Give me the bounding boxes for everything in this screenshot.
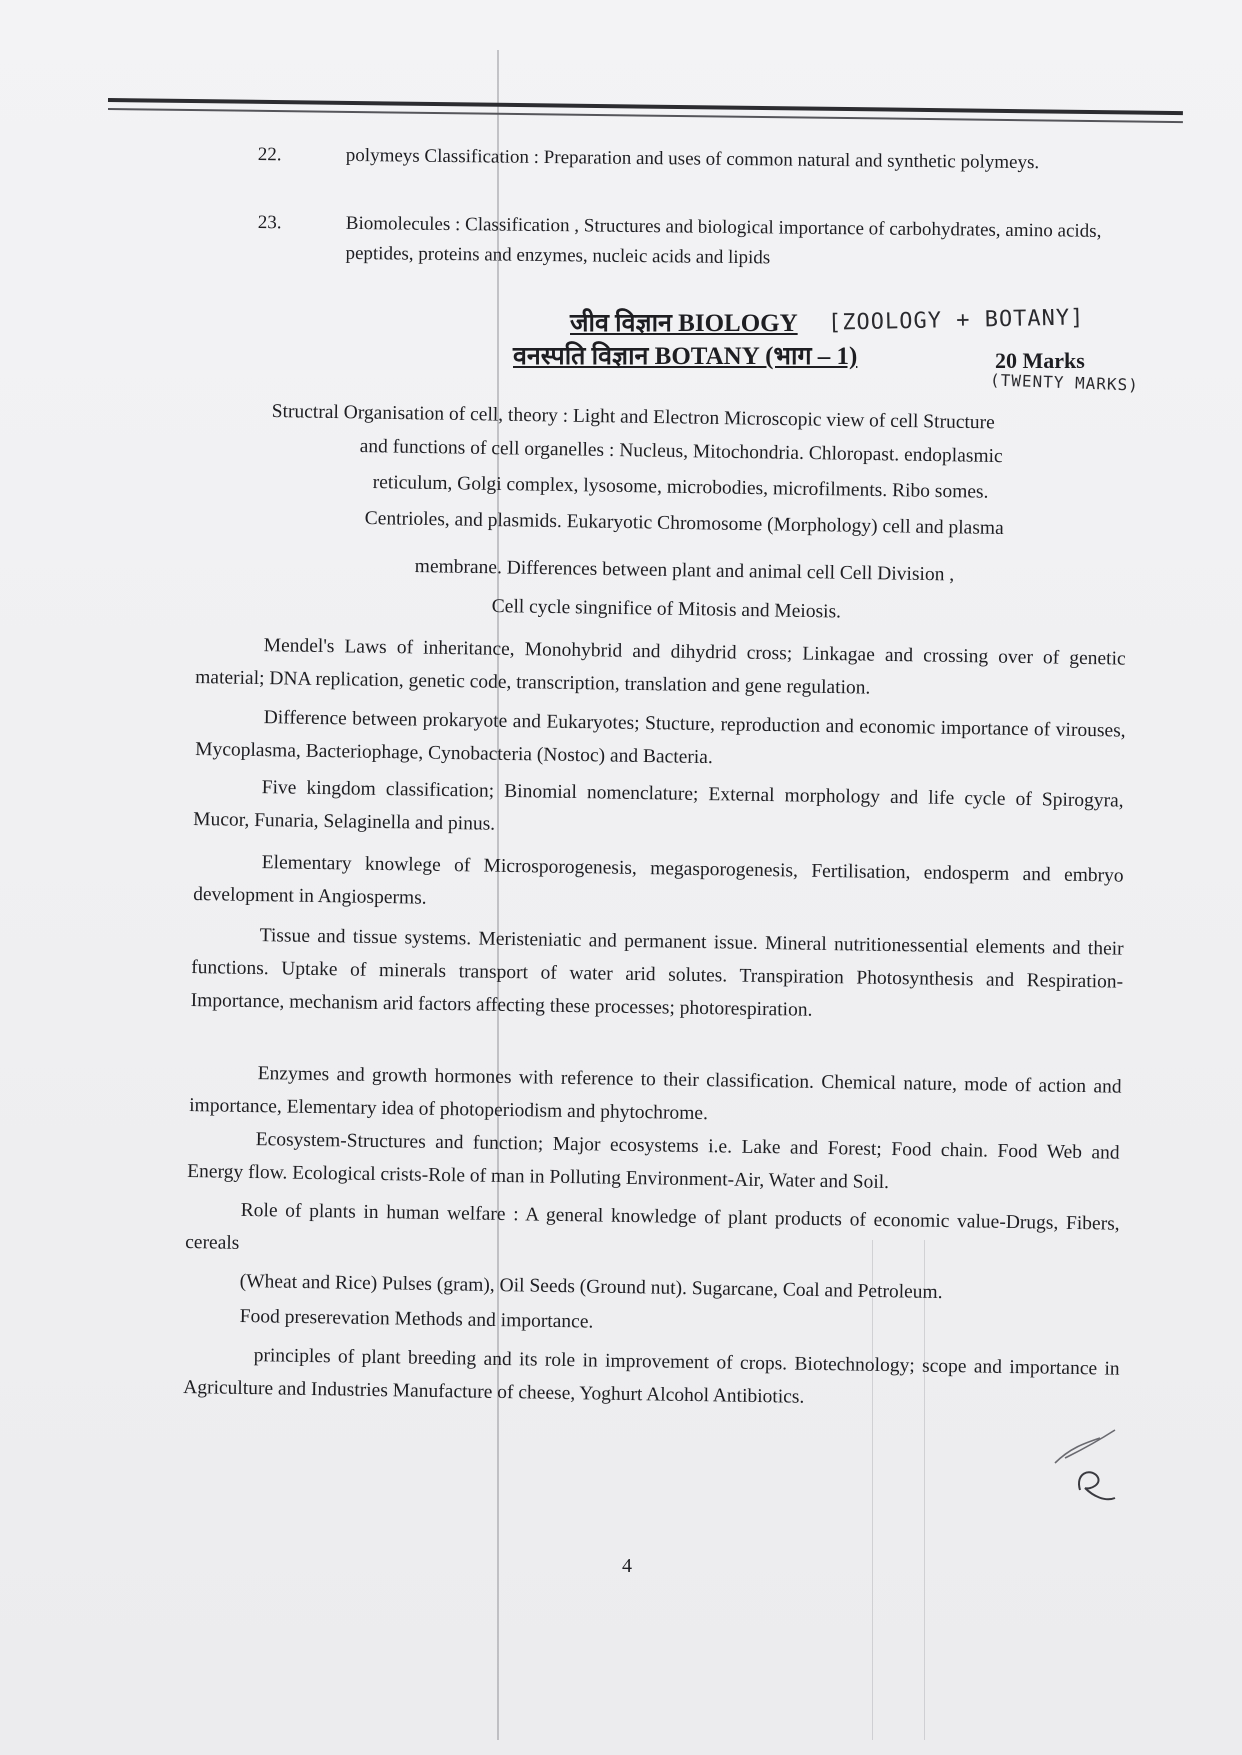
paragraph-food-preservation: Food preserevation Methods and importance. [239,1305,594,1333]
paragraph-five-kingdom: Five kingdom classification; Binomial nomenclature; External morphology and life cycle of Spirogyra, Mucor, Funaria, Selaginella and pinus. [193,777,1124,835]
handwritten-twenty-marks: (TWENTY MARKS) [989,370,1140,395]
cell-structure-line: and functions of cell organelles : Nucleus, Mitochondria. Chloropast. endoplasmic [359,435,1003,468]
header-rule [108,98,1183,115]
paragraph-mendel: Mendel's Laws of inheritance, Monohybrid and dihydrid cross; Linkagae and crossing over of genetic material; DNA replication, genetic code, transcription, translation and gene regulation. [195,635,1126,699]
list-item-number: 23. [257,211,282,234]
paragraph-plant-breeding: principles of plant breeding and its role in improvement of crops. Biotechnology; scope and importance in Agriculture and Industries Manufacture of cheese, Yoghurt Alcohol Antibiotics. [183,1345,1120,1408]
section-heading-biology: जीव विज्ञान BIOLOGY [570,310,798,337]
paragraph-enzymes: Enzymes and growth hormones with reference to their classification. Chemical nature, mode of action and importance, Elementary idea of photoperiodism and phytochrome. [189,1063,1122,1125]
paragraph-human-welfare: Role of plants in human welfare : A general knowledge of plant products of economic value-Drugs, Fibers, cereals [185,1199,1120,1254]
list-item-22 [257,140,1158,211]
page-number: 4 [622,1555,632,1577]
marks-label: 20 Marks [995,348,1085,373]
paragraph-prokaryote: Difference between prokaryote and Eukaryotes; Stucture, reproduction and economic importance of virouses, Mycoplasma, Bacteriophage, Cynobacteria (Nostoc) and Bacteria. [195,707,1126,769]
list-item-text: polymeys Classification : Preparation and uses of common natural and synthetic polymeys. [345,144,1040,174]
scan-fold-line [924,1240,925,1740]
cell-structure-line: membrane. Differences between plant and animal cell Cell Division , [414,555,955,586]
paragraph-ecosystem: Ecosystem-Structures and function; Major ecosystems i.e. Lake and Forest; Food chain. Food Web and Energy flow. Ecological crists-Role of man in Polluting Environment-Air, Water and Soil. [187,1129,1120,1194]
cell-structure-line: Centrioles, and plasmids. Eukaryotic Chromosome (Morphology) cell and plasma [364,507,1004,540]
paragraph-tissue: Tissue and tissue systems. Meristeniatic and permanent issue. Mineral nutritionessential elements and their functions. Uptake of minerals transport of water arid solutes. Transpiration Photosynthesis and Respiration-Importance, mechanism arid factors affecting these processes; photorespiration. [190,925,1124,1021]
scan-fold-line [872,1240,873,1740]
paragraph-microsporogenesis: Elementary knowlege of Microsporogenesis, megasporogenesis, Fertilisation, endosperm and embryo development in Angiosperms. [193,852,1124,909]
section-heading-botany: वनस्पति विज्ञान BOTANY (भाग – 1) [513,343,858,370]
handwritten-zoology-botany: [ZOOLOGY + BOTANY] [827,305,1085,336]
paragraph-wheat-rice: (Wheat and Rice) Pulses (gram), Oil Seeds (Ground nut). Sugarcane, Coal and Petroleum. [239,1270,943,1304]
list-item-number: 22. [257,143,282,166]
cell-structure-line: Cell cycle singnifice of Mitosis and Meiosis. [491,595,842,623]
cell-structure-line: reticulum, Golgi complex, lysosome, microbodies, microfilments. Ribo somes. [372,471,989,503]
signature-mark [1045,1418,1135,1518]
list-item-23 [257,208,1158,279]
cell-structure-line: Structral Organisation of cell, theory : Light and Electron Microscopic view of cell Structure [271,400,995,434]
list-item-text: Biomolecules : Classification , Structures and biological importance of carbohydrates, amino acids, peptides, proteins and enzymes, nucleic acids and lipids [345,212,1102,269]
